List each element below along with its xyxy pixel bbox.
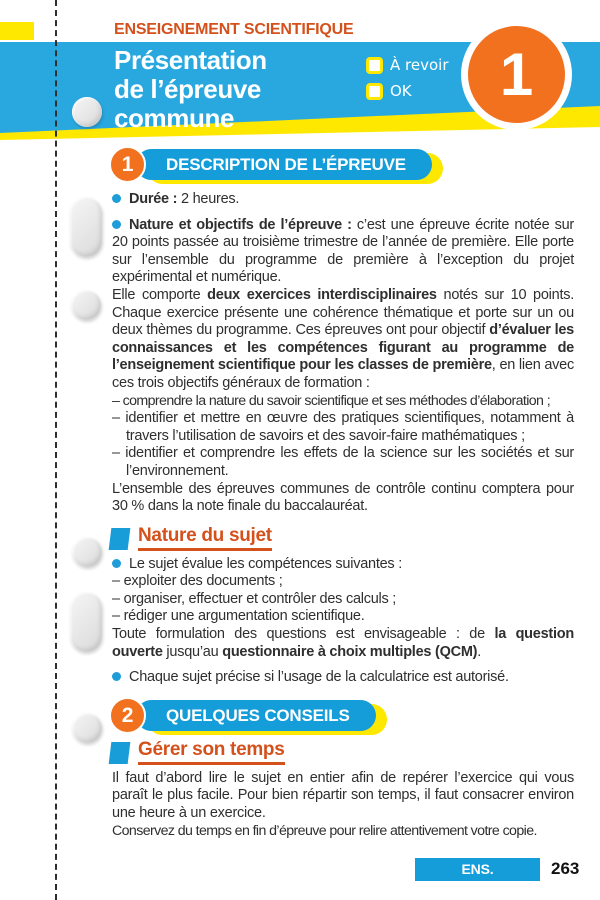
checkbox-a-revoir[interactable] [366, 56, 448, 74]
paragraph-text: Chaque sujet précise si l’usage de la calculatrice est autorisé. [129, 669, 509, 686]
checkbox-label: À revoir [390, 56, 449, 74]
checkbox-icon[interactable] [366, 57, 383, 74]
page-number: 263 [551, 859, 580, 878]
page-content [112, 146, 574, 840]
review-checkboxes [366, 56, 448, 108]
chapter-number-badge: 1 [461, 19, 572, 130]
paragraph-text: Le sujet évalue les compétences suivantes : [129, 555, 402, 572]
paragraph-gerer-temps-2: Conservez du temps en fin d’épreuve pour relire attentivement votre copie. [112, 822, 537, 839]
paragraph-nature-objectifs [112, 217, 574, 287]
blue-square-icon [109, 742, 131, 764]
section-title-pill [136, 149, 432, 180]
chapter-title [114, 46, 267, 133]
list-item: – organiser, effectuer et contrôler des calculs ; [112, 590, 397, 607]
checkbox-icon[interactable] [366, 83, 383, 100]
subheading-nature-du-sujet [110, 526, 574, 551]
section-number-badge: 1 [109, 146, 146, 183]
bullet-icon [112, 194, 121, 203]
list-item: – comprendre la nature du savoir scientifique et ses méthodes d’élaboration ; [112, 392, 551, 409]
section-title: QUELQUES CONSEILS [136, 700, 376, 731]
paragraph-toute-formulation [112, 626, 574, 661]
bullet-icon [112, 559, 121, 568]
paragraph-competences-intro [112, 556, 574, 574]
section-number-badge: 2 [109, 697, 146, 734]
yellow-tab [0, 22, 34, 40]
paragraph-elle-comporte [112, 287, 574, 393]
section-1-banner [109, 146, 574, 184]
punch-hole [70, 592, 102, 652]
list-item: – identifier et mettre en œuvre des pratiques scientifiques, notamment à travers l’utilisation de savoirs et des savoir-faire mathématiques ; [112, 410, 574, 444]
punch-hole [72, 97, 102, 127]
punch-hole [72, 713, 102, 743]
paragraph-gerer-temps-1: Il faut d’abord lire le sujet en entier afin de repérer l’exercice qui vous paraît le plus facile. Pour bien répartir son temps, il faut consacrer environ une heure à un exercice. [112, 769, 574, 822]
subheading-label: Nature du sujet [138, 526, 272, 551]
subheading-gerer-son-temps [110, 740, 574, 765]
bullet-icon [112, 672, 121, 681]
perforation-dashed-line [55, 0, 57, 900]
paragraph-text: Durée : 2 heures. [129, 191, 240, 207]
punch-hole [72, 537, 102, 567]
checkbox-ok[interactable] [366, 82, 448, 100]
category-label: ENSEIGNEMENT SCIENTIFIQUE [114, 21, 354, 38]
bullet-icon [112, 220, 121, 229]
blue-square-icon [109, 528, 131, 550]
checkbox-label: OK [390, 82, 412, 100]
subheading-label: Gérer son temps [138, 740, 285, 765]
list-item: – identifier et comprendre les effets de la science sur les sociétés et sur l’environnement. [112, 445, 574, 479]
title-line: Présentation [114, 45, 267, 75]
list-item: – exploiter des documents ; [112, 573, 283, 590]
paragraph-calculatrice [112, 669, 574, 687]
punch-hole [71, 290, 101, 320]
paragraph-ensemble: L’ensemble des épreuves communes de contrôle continu comptera pour 30 % dans la note finale du baccalauréat. [112, 480, 574, 515]
paragraph-duree [112, 191, 574, 209]
section-title: DESCRIPTION DE L’ÉPREUVE [136, 149, 432, 180]
paragraph-text: Elle comporte deux exercices interdisciplinaires notés sur 10 points. Chaque exercice présente une cohérence thématique et porte sur un ou deux thèmes du programme. Ces épreuves ont pour objectif d’évaluer les connaissances et les compétences figurant au programme de l’enseignement scientifique pour les classes de première, en lien avec ces trois objectifs généraux de formation : [112, 286, 575, 391]
section-2-banner [109, 697, 574, 735]
title-line: commune [114, 103, 235, 133]
list-item: – rédiger une argumentation scientifique. [112, 608, 365, 625]
title-line: de l’épreuve [114, 74, 261, 104]
paragraph-text: Nature et objectifs de l’épreuve : c’est une épreuve écrite notée sur 20 points passée au troisième trimestre de l’année de première. Elle porte sur l’ensemble du programme de première à l’exception du projet expérimental et numérique. [112, 216, 574, 286]
footer-subject-badge: ENS. SCIENTIFIQUE [415, 858, 540, 881]
paragraph-text: Toute formulation des questions est envisageable : de la question ouverte jusqu’au questionnaire à choix multiples (QCM). [112, 626, 574, 660]
section-title-pill [136, 700, 376, 731]
punch-hole [70, 197, 102, 257]
